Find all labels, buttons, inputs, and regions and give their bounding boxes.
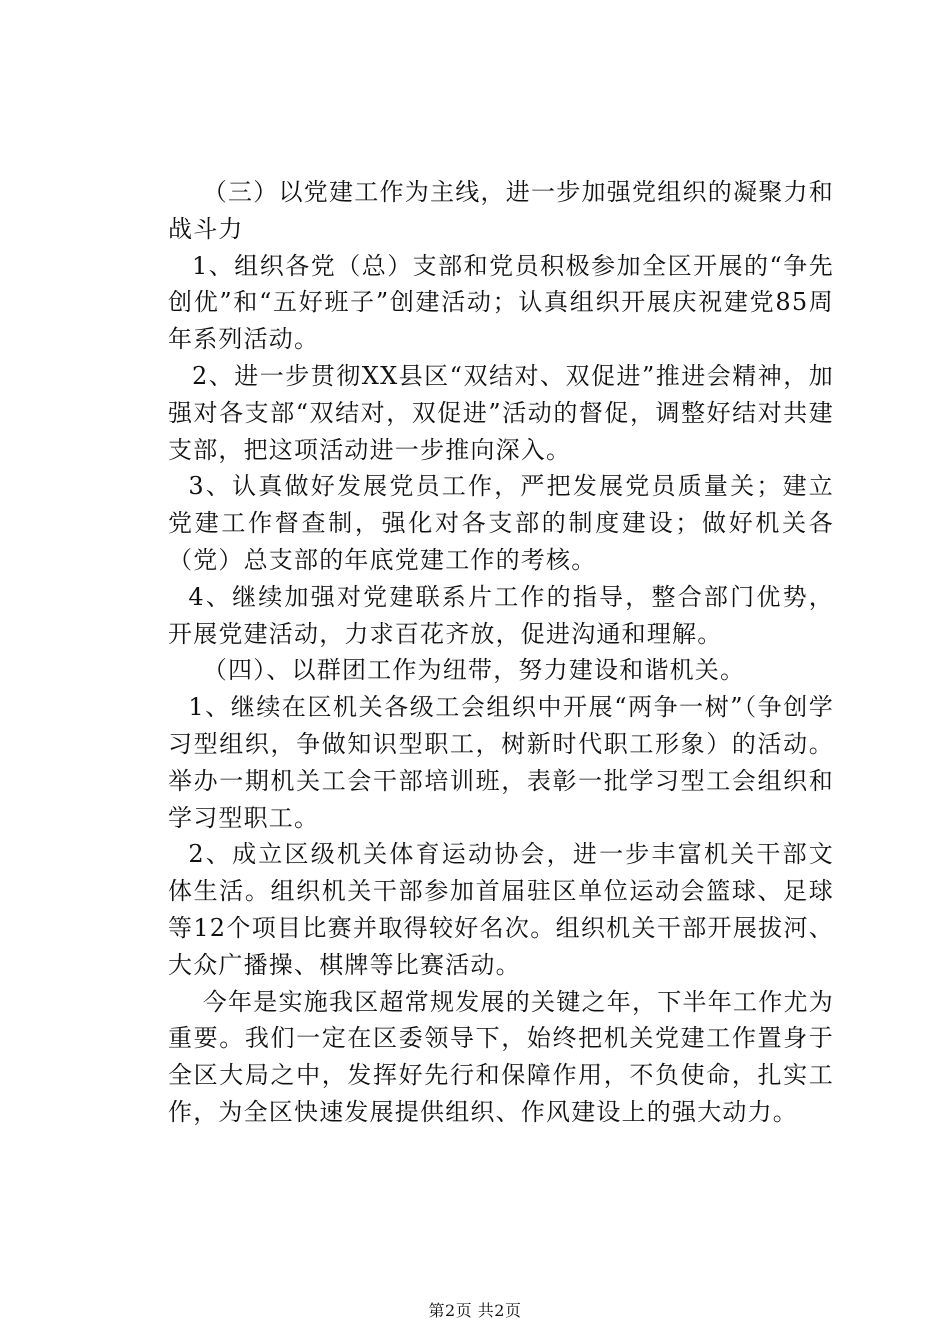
- paragraph-item-3: 3、认真做好发展党员工作，严把发展党员质量关；建立党建工作督查制，强化对各支部的制度建设；做好机关各（党）总支部的年底党建工作的考核。: [168, 472, 834, 574]
- paragraph-item-1b: 1、继续在区机关各级工会组织中开展“两争一树”（争创学习型组织，争做知识型职工，树新时代职工形象）的活动。举办一期机关工会干部培训班，表彰一批学习型工会组织和学习型职工。: [168, 693, 834, 832]
- paragraph-item-4: 4、继续加强对党建联系片工作的指导，整合部门优势，开展党建活动，力求百花齐放，促进沟通和理解。: [168, 582, 834, 648]
- paragraph-item-2b: 2、成立区级机关体育运动协会，进一步丰富机关干部文体生活。组织机关干部参加首届驻区单位运动会篮球、足球等12个项目比赛并取得较好名次。组织机关干部开展拔河、大众广播操、棋牌等比赛活动。: [168, 840, 834, 979]
- section-heading-four: （四）、以群团工作为纽带，努力建设和谐机关。: [202, 656, 746, 685]
- closing-paragraph: 今年是实施我区超常规发展的关键之年，下半年工作尤为重要。我们一定在区委领导下，始终把机关党建工作置身于全区大局之中，发挥好先行和保障作用，不负使命，扎实工作，为全区快速发展提供组织、作风建设上的强大动力。: [168, 987, 834, 1126]
- paragraph-item-1: 1、组织各党（总）支部和党员积极参加全区开展的“争先创优”和“五好班子”创建活动；认真组织开展庆祝建党85周年系列活动。: [168, 251, 834, 354]
- page-footer: 第2页 共2页: [428, 1301, 522, 1320]
- paragraph-item-2: 2、进一步贯彻XX县区“双结对、双促进”推进会精神，加强对各支部“双结对，双促进”活动的督促，调整好结对共建支部，把这项活动进一步推向深入。: [168, 361, 834, 464]
- document-body: [168, 174, 834, 1131]
- section-heading-three: （三）以党建工作为主线，进一步加强党组织的凝聚力和战斗力: [168, 178, 834, 243]
